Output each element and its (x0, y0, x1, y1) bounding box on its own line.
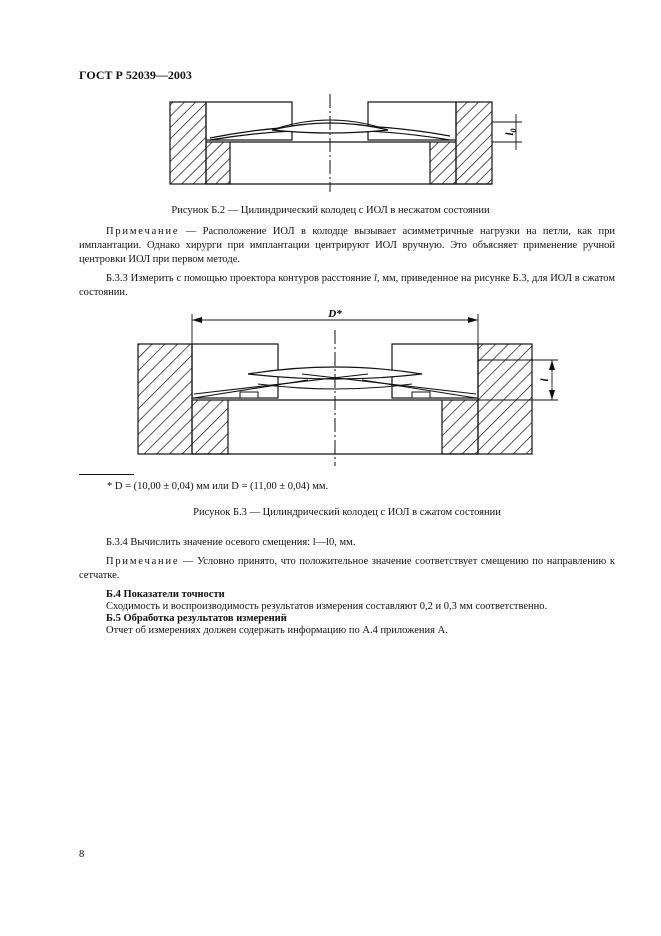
section-b5-text: Отчет об измерениях должен содержать информацию по А.4 приложения А. (106, 625, 448, 636)
dimension-l0-subscript: 0 (509, 128, 518, 133)
step-b33 (79, 272, 615, 300)
figure-b3-caption: Рисунок Б.3 — Цилиндрический колодец с ИОЛ в сжатом состоянии (193, 507, 501, 518)
dimension-l0-label: l (504, 132, 516, 136)
figure-b3-diagram (128, 304, 588, 470)
section-b4-title: Б.4 Показатели точности (106, 589, 225, 600)
right-wall (456, 102, 492, 184)
left-wall (170, 102, 206, 184)
figure-b3-footnote: * D = (10,00 ± 0,04) мм или D = (11,00 ± 0,04) мм. (107, 481, 329, 492)
note-2-text: — Условно принято, что положительное значение соответствует смещению по направлению к сетчатке. (79, 556, 615, 581)
note-1 (79, 225, 615, 267)
note-2 (79, 555, 615, 583)
step-b33-var: l (374, 273, 377, 284)
svg-text:l0 (504, 128, 518, 135)
figure-b2-diagram (160, 92, 530, 194)
note-1-prefix: Примечание (106, 226, 180, 237)
document-header: ГОСТ Р 52039—2003 (79, 68, 192, 82)
step-b33-lead: Б.3.3 Измерить с помощью проектора контуров расстояние (106, 273, 374, 284)
figure-b2-caption: Рисунок Б.2 — Цилиндрический колодец с ИОЛ в несжатом состоянии (171, 205, 490, 216)
step-b34: Б.3.4 Вычислить значение осевого смещения: l—l0, мм. (106, 537, 356, 548)
section-b4-text: Сходимость и воспроизводимость результатов измерения составляют 0,2 и 0,3 мм соответственно. (106, 601, 548, 612)
note-2-prefix: Примечание (106, 556, 180, 567)
footnote-divider (79, 474, 134, 475)
dimension-l-label: l (539, 378, 551, 382)
page-number: 8 (79, 849, 85, 860)
step-b33-rest: , мм, приведенное на рисунке Б.3, для ИОЛ в сжатом состоянии. (79, 273, 615, 298)
note-1-text: — Расположение ИОЛ в колодце вызывает асимметричные нагрузки на петли, как при имплантации. Однако хирурги при имплантации центрируют ИОЛ вручную. Это объясняет применение ручной центровки ИОЛ при первом методе. (79, 226, 615, 265)
dimension-d-label: D* (328, 308, 342, 320)
section-b5-title: Б.5 Обработка результатов измерений (106, 613, 287, 624)
